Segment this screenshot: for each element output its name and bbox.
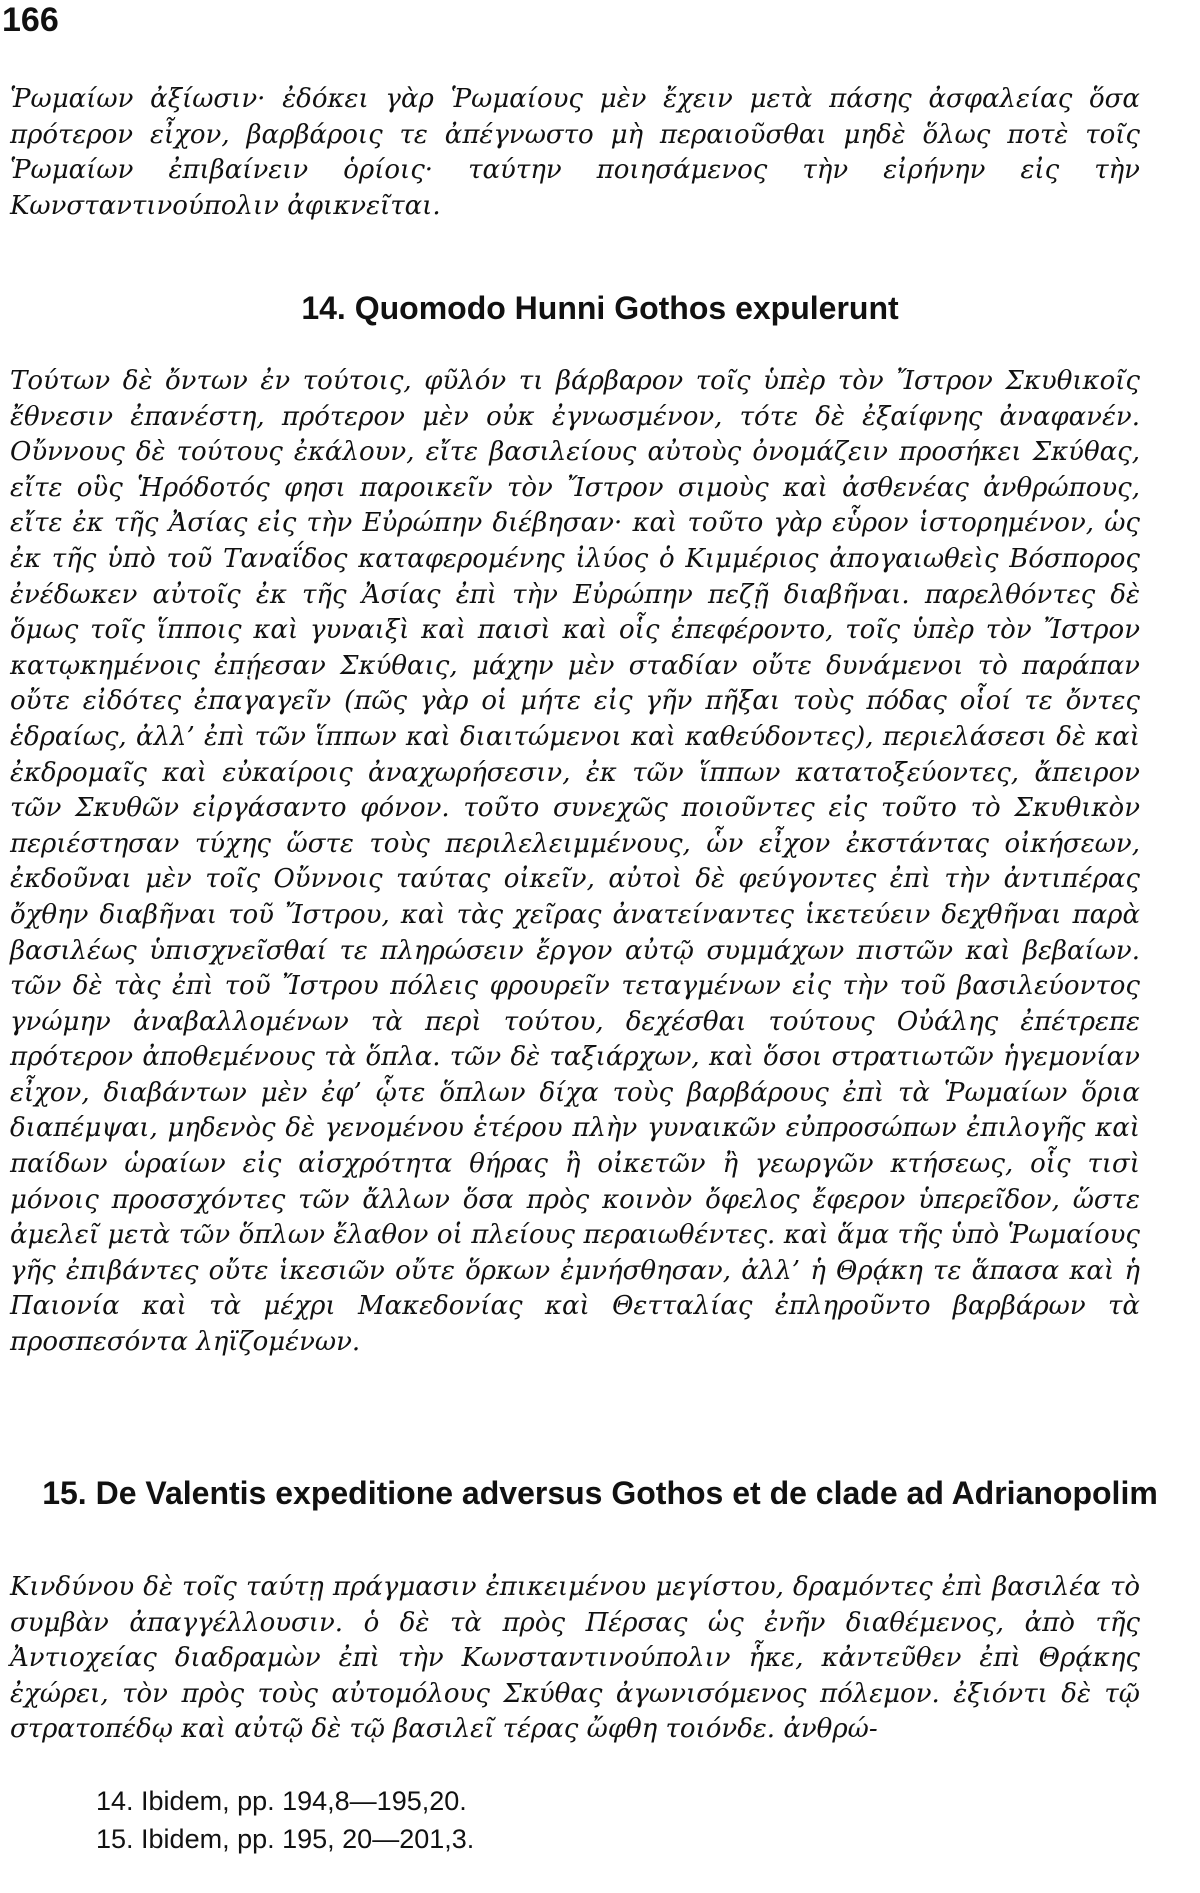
intro-paragraph: Ῥωμαίων ἀξίωσιν· ἐδόκει γὰρ Ῥωμαίους μὲν ἔχειν μετὰ πάσης ἀσφαλείας ὅσα πρότερον εἶχον, βαρβάροις τε ἀπέγνωστο μὴ περαιοῦσθαι μηδὲ ὅλως ποτὲ τοῖς Ῥωμαίων ἐπιβαίνειν ὁρίοις· ταύτην ποιησάμενος τὴν εἰρήνην εἰς τὴν Κωνσταντινούπολιν ἀφικνεῖται. bbox=[10, 84, 1140, 221]
section-15-heading: 15. De Valentis expeditione adversus Gothos et de clade ad Adrianopolim bbox=[42, 1475, 1158, 1511]
section-15-paragraph: Κινδύνου δὲ τοῖς ταύτῃ πράγμασιν ἐπικειμένου μεγίστου, δραμόντες ἐπὶ βασιλέα τὸ συμβὰν ἀπαγγέλλουσιν. ὁ δὲ τὰ πρὸς Πέρσας ὡς ἐνῆν διαθέμενος, ἀπὸ τῆς Ἀντιοχείας διαδραμὼν ἐπὶ τὴν Κωνσταντινούπολιν ἧκε, κἀντεῦθεν ἐπὶ Θρᾴκης ἐχώρει, τὸν πρὸς τοὺς αὐτομόλους Σκύθας ἀγωνισόμενος πόλεμον. ἐξιόντι δὲ τῷ στρατοπέδῳ καὶ αὐτῷ δὲ τῷ βασιλεῖ τέρας ὤφθη τοιόνδε. ἀνθρώ- bbox=[10, 1572, 1140, 1745]
intro-text bbox=[10, 82, 1140, 224]
footnote-15: 15. Ibidem, pp. 195, 20—201,3. bbox=[96, 1824, 475, 1854]
section-14-paragraph: Τούτων δὲ ὄντων ἐν τούτοις, φῦλόν τι βάρβαρον τοῖς ὑπὲρ τὸν Ἴστρον Σκυθικοῖς ἔθνεσιν ἐπανέστη, πρότερον μὲν οὐκ ἐγνωσμένον, τότε δὲ ἐξαίφνης ἀναφανέν. Οὔννους δὲ τούτους ἐκάλουν, εἴτε βασιλείους αὐτοὺς ὀνομάζειν προσήκει Σκύθας, εἴτε οὓς Ἡρόδοτός φησι παροικεῖν τὸν Ἴστρον σιμοὺς καὶ ἀσθενέας ἀνθρώπους, εἴτε ἐκ τῆς Ἀσίας εἰς τὴν Εὐρώπην διέβησαν· καὶ τοῦτο γὰρ εὗρον ἱστορημένον, ὡς ἐκ τῆς ὑπὸ τοῦ Ταναΐδος καταφερομένης ἰλύος ὁ Κιμμέριος ἀπογαιωθεὶς Βόσπορος ἐνέδωκεν αὐτοῖς ἐκ τῆς Ἀσίας ἐπὶ τὴν Εὐρώπην πεζῇ διαβῆναι. παρελθόντες δὲ ὅμως τοῖς ἵπποις καὶ γυναιξὶ καὶ παισὶ καὶ οἷς ἐπεφέροντο, τοῖς ὑπὲρ τὸν Ἴστρον κατῳκημένοις ἐπῄεσαν Σκύθαις, μάχην μὲν σταδίαν οὔτε δυνάμενοι τὸ παράπαν οὔτε εἰδότες ἐπαγαγεῖν (πῶς γὰρ οἱ μήτε εἰς γῆν πῆξαι τοὺς πόδας οἷοί τε ὄντες ἑδραίως, ἀλλ’ ἐπὶ τῶν ἵππων καὶ διαιτώμενοι καὶ καθεύδοντες), περιελάσεσι δὲ καὶ ἐκδρομαῖς καὶ εὐκαίροις ἀναχωρήσεσιν, ἐκ τῶν ἵππων κατατοξεύοντες, ἄπειρον τῶν Σκυθῶν εἰργάσαντο φόνον. τοῦτο συνεχῶς ποιοῦντες εἰς τοῦτο τὸ Σκυθικὸν περιέστησαν τύχης ὥστε τοὺς περιλελειμμένους, ὧν εἶχον ἐκστάντας οἰκήσεων, ἐκδοῦναι μὲν τοῖς Οὔννοις ταύτας οἰκεῖν, αὐτοὶ δὲ φεύγοντες ἐπὶ τὴν ἀντιπέρας ὄχθην διαβῆναι τοῦ Ἴστρου, καὶ τὰς χεῖρας ἀνατείναντες ἱκετεύειν δεχθῆναι παρὰ βασιλέως ὑπισχνεῖσθαί τε πληρώσειν ἔργον αὐτῷ συμμάχων πιστῶν καὶ βεβαίων. τῶν δὲ τὰς ἐπὶ τοῦ Ἴστρου πόλεις φρουρεῖν τεταγμένων εἰς τὴν τοῦ βασιλεύοντος γνώμην ἀναβαλλομένων τὰ περὶ τούτου, δεχέσθαι τούτους Οὐάλης ἐπέτρεπε πρότερον ἀποθεμένους τὰ ὅπλα. τῶν δὲ ταξιάρχων, καὶ ὅσοι στρατιωτῶν ἡγεμονίαν εἶχον, διαβάντων μὲν ἐφ’ ᾧτε ὅπλων δίχα τοὺς βαρβάρους ἐπὶ τὰ Ῥωμαίων ὅρια διαπέμψαι, μηδενὸς δὲ γενομένου ἑτέρου πλὴν γυναικῶν εὐπροσώπων ἐπιλογῆς καὶ παίδων ὡραίων εἰς αἰσχρότητα θήρας ἢ οἰκετῶν ἢ γεωργῶν κτήσεως, οἷς τισὶ μόνοις προσσχόντες τῶν ἄλλων ὅσα πρὸς κοινὸν ὄφελος ἔφερον ὑπερεῖδον, ὥστε ἀμελεῖ μετὰ τῶν ὅπλων ἔλαθον οἱ πλείους περαιωθέντες. καὶ ἅμα τῆς ὑπὸ Ῥωμαίους γῆς ἐπιβάντες οὔτε ἱκεσιῶν οὔτε ὅρκων ἐμνήσθησαν, ἀλλ’ ἡ Θρᾴκη τε ἅπασα καὶ ἡ Παιονία καὶ τὰ μέχρι Μακεδονίας καὶ Θετταλίας ἐπληροῦντο βαρβάρων τὰ προσπεσόντα ληϊζομένων. bbox=[10, 366, 1140, 1358]
footnote-14: 14. Ibidem, pp. 194,8—195,20. bbox=[96, 1786, 467, 1816]
page-number: 166 bbox=[2, 1, 59, 39]
footnotes bbox=[96, 1782, 896, 1858]
section-15-text bbox=[10, 1570, 1140, 1748]
section-14-text bbox=[10, 364, 1140, 1361]
section-14-heading: 14. Quomodo Hunni Gothos expulerunt bbox=[301, 290, 899, 326]
